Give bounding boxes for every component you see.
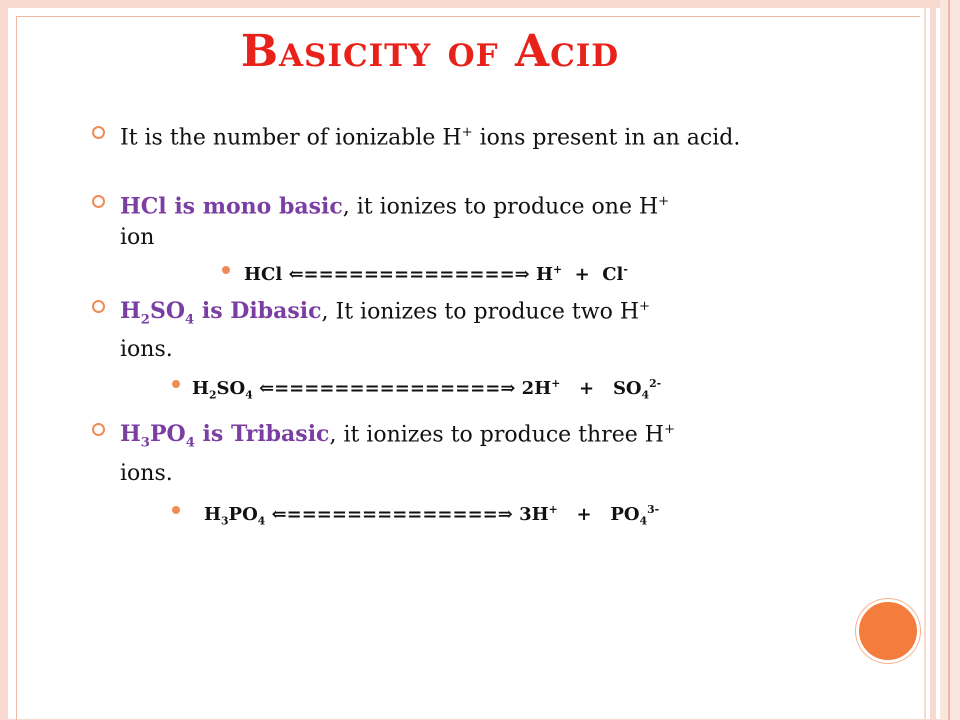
bullet-dot-icon [172,380,180,388]
decorative-circle [856,599,920,663]
bullet-ring-icon [92,300,105,313]
reactant: SO [216,378,246,400]
product: Cl [602,263,624,285]
bullet-highlight [120,421,330,451]
subscript: 3 [140,435,150,451]
reactant: H [204,503,222,525]
superscript: + [551,377,561,391]
superscript: 2- [649,377,662,391]
slide-title: Basicity of Acid [240,26,620,77]
formula-part: PO [149,421,186,448]
bullet-ring-icon [92,195,105,208]
superscript: + [553,262,563,276]
side-bar [940,0,960,720]
reactant: HCl [244,263,289,285]
bullet-dot-icon [222,266,230,274]
formula-part: H [120,297,141,324]
reactant: H [192,378,210,400]
plus-sign: + [560,378,613,400]
side-bar [948,0,950,720]
superscript: 3- [647,502,660,516]
bullet-text: , it ionizes to produce three H [329,422,664,448]
subscript: 4 [639,514,648,528]
bullet-highlight: HCl is mono basic [120,193,343,220]
bullet-dot-icon [172,506,180,514]
subscript: 4 [245,388,253,402]
superscript: + [639,298,651,314]
bullet-item [92,187,860,252]
subscript: 2 [209,388,217,402]
equilibrium-arrow: ⇐===============⇒ [252,378,522,400]
decorative-side-bars [916,0,960,720]
equation-h3po4 [92,495,852,537]
equilibrium-arrow: ⇐==============⇒ [265,503,520,525]
product: 2H [521,378,552,400]
product: SO [612,378,642,400]
bullet-text: , It ionizes to produce two H [321,298,640,324]
formula-part: SO [149,297,186,324]
bullet-text: ions present in an acid. [472,125,741,151]
bullet-text: ions. [120,460,173,486]
plus-sign: + [557,503,611,525]
slide-content [92,118,852,536]
superscript: + [461,125,473,140]
bullet-text: ions. [120,337,173,363]
reactant: PO [228,503,258,525]
subscript: 4 [641,388,650,402]
bullet-item [92,415,880,489]
bullet-text: , it ionizes to produce one H [342,194,659,220]
subscript: 4 [185,312,195,328]
equation-h2so4 [92,369,852,411]
bullet-text: ion [120,224,155,250]
bullet-text: It is the number of ionizable H [120,125,462,151]
subscript: 3 [221,514,229,528]
bullet-item [92,292,860,366]
product: H [529,263,554,285]
bullet-ring-icon [92,126,105,139]
formula-part: H [120,421,141,448]
subscript: 2 [140,312,150,328]
bullet-highlight [120,297,322,328]
bullet-item [92,118,820,153]
plus-sign: + [562,263,603,285]
product: 3H [519,503,549,525]
superscript: + [663,421,676,437]
formula-part: is Dibasic [194,297,322,324]
subscript: 4 [185,435,195,451]
superscript: + [548,502,558,516]
equilibrium-arrow: ⇐==============⇒ [288,263,530,285]
superscript: + [658,194,670,210]
superscript: - [623,262,628,276]
side-bar [924,0,926,720]
subscript: 4 [257,514,266,528]
formula-part: is Tribasic [194,421,330,448]
equation-hcl [92,255,852,290]
product: PO [610,503,640,525]
bullet-ring-icon [92,423,105,436]
side-bar [930,0,936,720]
